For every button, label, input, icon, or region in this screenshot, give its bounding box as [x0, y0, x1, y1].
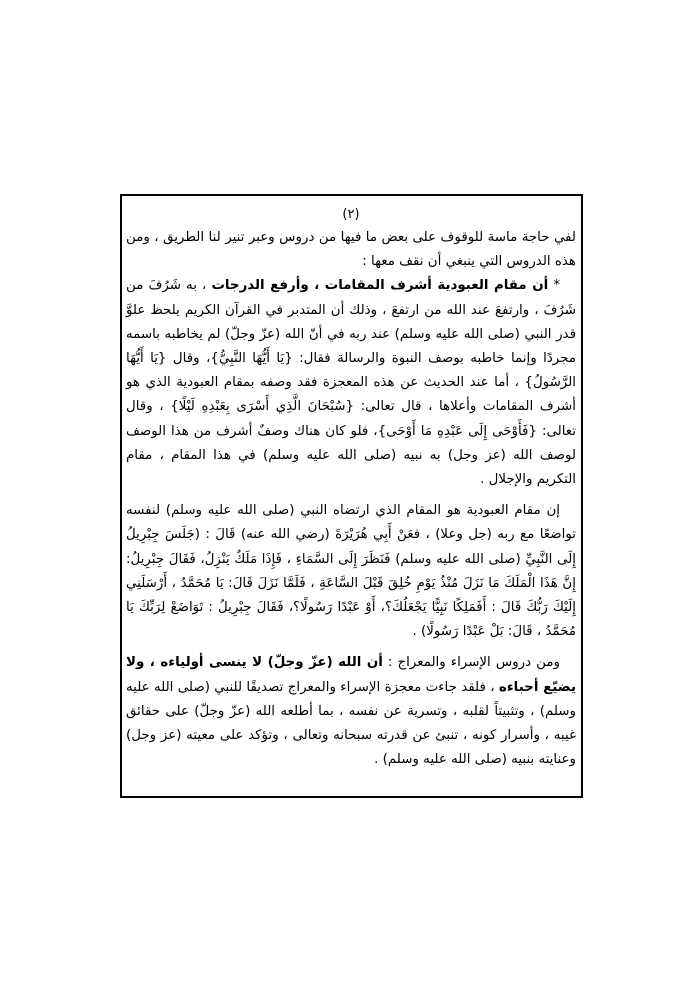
lesson-heading-servitude: أن مقام العبودية أشرف المقامات ، وأرفع الدرجات: [211, 278, 549, 294]
bullet-mark: *: [548, 278, 561, 294]
paragraph-intro: [126, 226, 576, 274]
intro-text: لفي حاجة ماسة للوقوف على بعض ما فيها من دروس وعبر تنير لنا الطريق ، ومن هذه الدروس التي ينبغي أن نقف معها :: [126, 230, 576, 270]
paragraph-hadith: [126, 499, 576, 644]
paragraph-lesson-allies: [126, 651, 576, 772]
lesson-heading-allies: أن الله (عزّ وجلّ) لا ينسى أولياءه ، ولا يضيّع أحباءه: [126, 655, 576, 695]
page-number: (٢): [342, 207, 360, 222]
hadith-text: إن مقام العبودية هو المقام الذي ارتضاه النبي (صلى الله عليه وسلم) لنفسه تواضعًا مع ربه (جل وعلا) ، فعَنْ أَبِي هُرَيْرَةَ (رضي الله عنه) قَالَ : (جَلَسَ جِبْرِيلُ إِلَى النَّبِيِّ (صلى الله عليه وسلم) فَنَظَرَ إِلَى السَّمَاءِ ، فَإِذَا مَلَكٌ يَنْزِلُ، فَقَالَ جِبْرِيلُ: إِنَّ هَذَا الْمَلَكَ مَا نَزَلَ مُنْذُ يَوْمِ خُلِقَ قَبْلَ السَّاعَةِ ، فَلَمَّا نَزَلَ قَالَ: يَا مُحَمَّدُ ، أَرْسَلَنِي إِلَيْكَ رَبُّكَ قَالَ : أَفَمَلِكًا نَبِيًّا يَجْعَلُكَ؟، أَوْ عَبْدًا رَسُولًا؟، فَقَالَ جِبْرِيلُ : تَوَاضَعْ لِرَبِّكَ يَا مُحَمَّدُ ، قَالَ: بَلْ عَبْدًا رَسُولًا) .: [126, 503, 576, 640]
lesson-body-servitude: ، به شَرُفَ من شَرُفَ ، وارتفعَ عند الله من ارتفعَ ، وذلك أن المتدبر في القرآن الكريم يلحظ علوَّ قدر النبي (صلى الله عليه وسلم) عند ربه في أنّ الله (عزّ وجلّ) لم يخاطبه باسمه مجردًا وإنما خاطبه بوصف النبوة والرسالة فقال: {يَا أَيُّهَا النَّبِيُّ}، وقال {يَا أَيُّهَا الرَّسُولُ} ، أما عند الحديث عن هذه المعجزة فقد وصفه بمقام العبودية الذي هو أشرف المقامات وأعلاها ، قال تعالى: {سُبْحَانَ الَّذِي أَسْرَى بِعَبْدِهِ لَيْلًا} ، وقال تعالى: {فَأَوْحَى إِلَى عَبْدِهِ مَا أَوْحَى}، فلو كان هناك وصفٌ أشرف من هذا الوصف لوصف الله (عز وجل) به نبيه (صلى الله عليه وسلم) في هذا المقام ، مقام التكريم والإجلال .: [126, 278, 576, 488]
lesson-intro-allies: ومن دروس الإسراء والمعراج :: [382, 655, 560, 671]
paragraph-lesson-servitude: [126, 274, 576, 492]
page-content: [126, 204, 576, 772]
lesson-body-allies: ، فلقد جاءت معجزة الإسراء والمعراج تصديقًا للنبي (صلى الله عليه وسلم) ، وتثبيتاً لقلبه ، وتسرية عن نفسه ، بما أطلعه الله (عزّ وجلّ) على حقائق غيبه ، وأسرار كونه ، تنبئ عن قدرته سبحانه وتعالى ، وتؤكد على معيته (عز وجل) وعنايته بنبيه (صلى الله عليه وسلم) .: [126, 679, 576, 768]
